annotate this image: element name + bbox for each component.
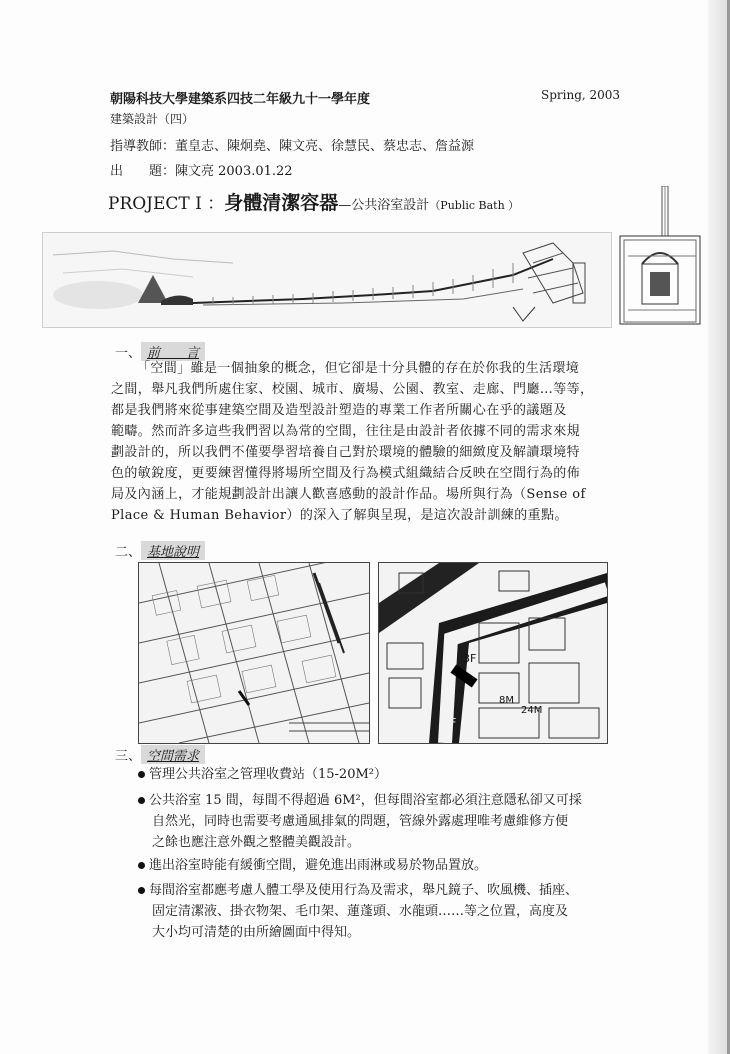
- requirement-text: 每間浴室都應考慮人體工學及使用行為及需求，舉凡鏡子、吹風機、插座、: [149, 883, 579, 898]
- site-map-district: [138, 562, 370, 744]
- section-drawing-image: [43, 233, 611, 327]
- project-prefix: PROJECT I ：: [108, 194, 225, 214]
- paragraph-line: Place & Human Behavior）的深入了解與呈現，是這次設計訓練的重點。: [111, 508, 568, 523]
- project-heading: [108, 188, 519, 215]
- paragraph-line: 「空間」雖是一個抽象的概念，但它卻是十分具體的存在於你我的生活環境: [137, 361, 580, 376]
- term-label: Spring, 2003: [541, 88, 621, 102]
- section-drawing-banner: [42, 232, 612, 328]
- project-english: （Public Bath ）: [429, 199, 520, 212]
- section-3-heading: [115, 745, 205, 764]
- section-2-heading: [115, 541, 205, 560]
- requirement-text: 公共浴室 15 間，每間不得超過 6M²，但每間浴室都必須注意隱私卻又可採: [149, 793, 582, 808]
- requirement-text: 之餘也應注意外觀之整體美觀設計。: [152, 835, 361, 850]
- teachers-line: 指導教師：董皇志、陳炯堯、陳文亮、徐慧民、蔡忠志、詹益源: [110, 139, 475, 154]
- requirement-text: 進出浴室時能有緩衝空間，避免進出雨淋或易於物品置放。: [149, 858, 488, 873]
- bullet-icon: [138, 797, 145, 804]
- detail-map-image: [379, 563, 607, 743]
- bullet-icon: [138, 862, 145, 869]
- district-map-image: [139, 563, 369, 743]
- section-2-title: 基地說明: [141, 541, 205, 560]
- bullet-icon: [138, 771, 145, 778]
- setter-line: 出 題：陳文亮 2003.01.22: [110, 164, 293, 179]
- requirement-text: 固定清潔液、掛衣物架、毛巾架、蓮蓬頭、水龍頭……等之位置，高度及: [152, 904, 569, 919]
- bullet-icon: [138, 887, 145, 894]
- requirement-text: 大小均可清楚的由所繪圖面中得知。: [152, 925, 361, 940]
- map-label-8m: 8M: [499, 695, 514, 706]
- section-1-title: 前 言: [141, 342, 205, 361]
- section-1-paragraph: [111, 358, 611, 526]
- map-label-3f: 3F: [463, 652, 477, 665]
- site-map-detail: [378, 562, 608, 744]
- tower-elevation-drawing: [614, 186, 709, 326]
- project-title: 身體清潔容器: [224, 192, 339, 214]
- paragraph-line: 劃設計的，所以我們不僅要學習培養自己對於環境的體驗的細緻度及解讀環境特: [111, 445, 581, 460]
- requirement-text: 管理公共浴室之管理收費站（15-20M²）: [149, 767, 387, 782]
- requirement-item: [138, 880, 608, 943]
- school-title: 朝陽科技大學建築系四技二年級九十一學年度: [110, 92, 371, 107]
- map-label-5f: 5F: [443, 716, 457, 729]
- section-2-number: 二、: [115, 545, 142, 560]
- paragraph-line: 之間，舉凡我們所處住家、校園、城市、廣場、公園、教室、走廊、門廳…等等，: [111, 382, 594, 397]
- paragraph-line: 局及內涵上，才能規劃設計出讓人歡喜感動的設計作品。場所與行為（Sense of: [111, 487, 586, 502]
- section-1-number: 一、: [115, 346, 142, 361]
- map-label-24m: 24M: [521, 705, 543, 716]
- paragraph-line: 都是我們將來從事建築空間及造型設計塑造的專業工作者所關心在乎的議題及: [111, 403, 567, 418]
- section-3-number: 三、: [115, 749, 142, 764]
- requirement-item: [138, 855, 608, 876]
- tower-elevation-image: [614, 186, 709, 326]
- requirement-item: [138, 790, 608, 853]
- project-subtitle: —公共浴室設計: [338, 198, 430, 213]
- requirement-text: 自然光，同時也需要考慮通風排氣的問題，管線外露處理唯考慮維修方便: [152, 814, 569, 829]
- requirement-item: [138, 764, 608, 785]
- paragraph-line: 色的敏銳度，更要練習懂得將場所空間及行為模式組織結合反映在空間行為的佈: [111, 466, 581, 481]
- course-name: 建築設計（四）: [110, 112, 195, 126]
- paragraph-line: 範疇。然而許多這些我們習以為常的空間，往往是由設計者依據不同的需求來規: [111, 424, 581, 439]
- section-3-title: 空間需求: [141, 745, 205, 764]
